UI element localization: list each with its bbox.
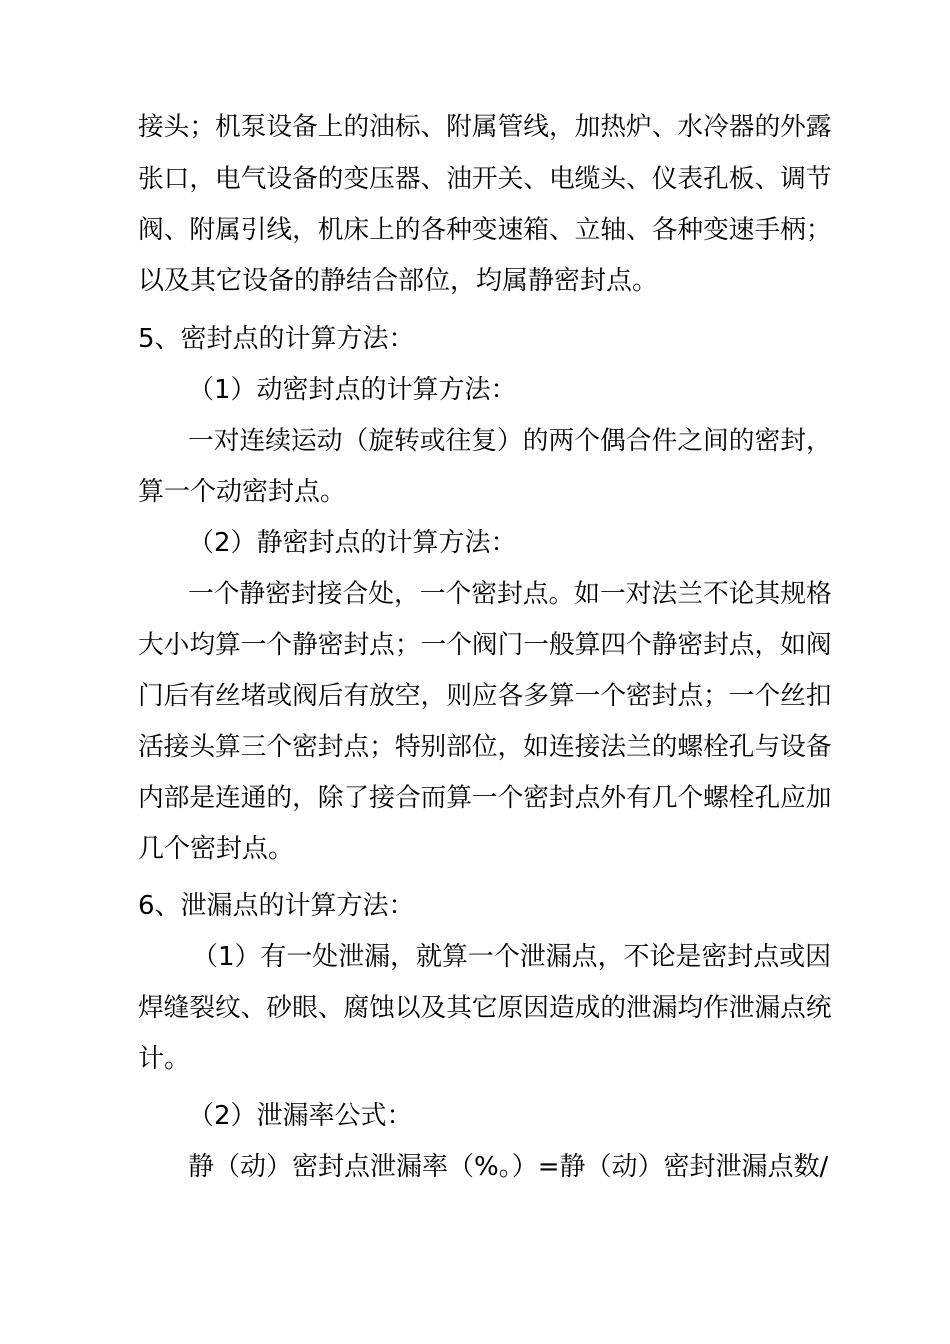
text-line: 大小均算一个静密封点；一个阀门一般算四个静密封点，如阀 (138, 630, 832, 660)
text-line: 活接头算三个密封点；特别部位，如连接法兰的螺栓孔与设备 (138, 732, 832, 762)
text-line: 几个密封点。 (138, 834, 295, 864)
subsection-heading: （2）静密封点的计算方法： (188, 528, 517, 558)
section-heading: 6、泄漏点的计算方法： (138, 891, 415, 921)
section-heading: 5、密封点的计算方法： (138, 324, 415, 354)
subsection-heading: （1）动密封点的计算方法： (188, 375, 517, 405)
text-line: 门后有丝堵或阀后有放空，则应各多算一个密封点；一个丝扣 (138, 681, 832, 711)
subsection-heading: （1）有一处泄漏，就算一个泄漏点，不论是密封点或因 (192, 942, 832, 972)
formula-line: 静（动）密封点泄漏率（%。）=静（动）密封泄漏点数/ (188, 1152, 829, 1182)
text-line: 接头；机泵设备上的油标、附属管线，加热炉、水冷器的外露 (138, 112, 832, 142)
text-line: 焊缝裂纹、砂眼、腐蚀以及其它原因造成的泄漏均作泄漏点统 (138, 993, 832, 1023)
text-line: 算一个动密封点。 (138, 477, 347, 507)
text-line: 张口，电气设备的变压器、油开关、电缆头、仪表孔板、调节 (138, 164, 832, 194)
text-line: 阀、附属引线，机床上的各种变速箱、立轴、各种变速手柄； (138, 215, 832, 245)
text-line: 计。 (138, 1044, 191, 1074)
text-line: 内部是连通的，除了接合而算一个密封点外有几个螺栓孔应加 (138, 783, 832, 813)
text-line: 以及其它设备的静结合部位，均属静密封点。 (138, 266, 659, 296)
subsection-heading: （2）泄漏率公式： (188, 1101, 413, 1131)
text-line: 一对连续运动（旋转或往复）的两个偶合件之间的密封， (188, 426, 832, 456)
text-line: 一个静密封接合处，一个密封点。如一对法兰不论其规格 (188, 579, 832, 609)
